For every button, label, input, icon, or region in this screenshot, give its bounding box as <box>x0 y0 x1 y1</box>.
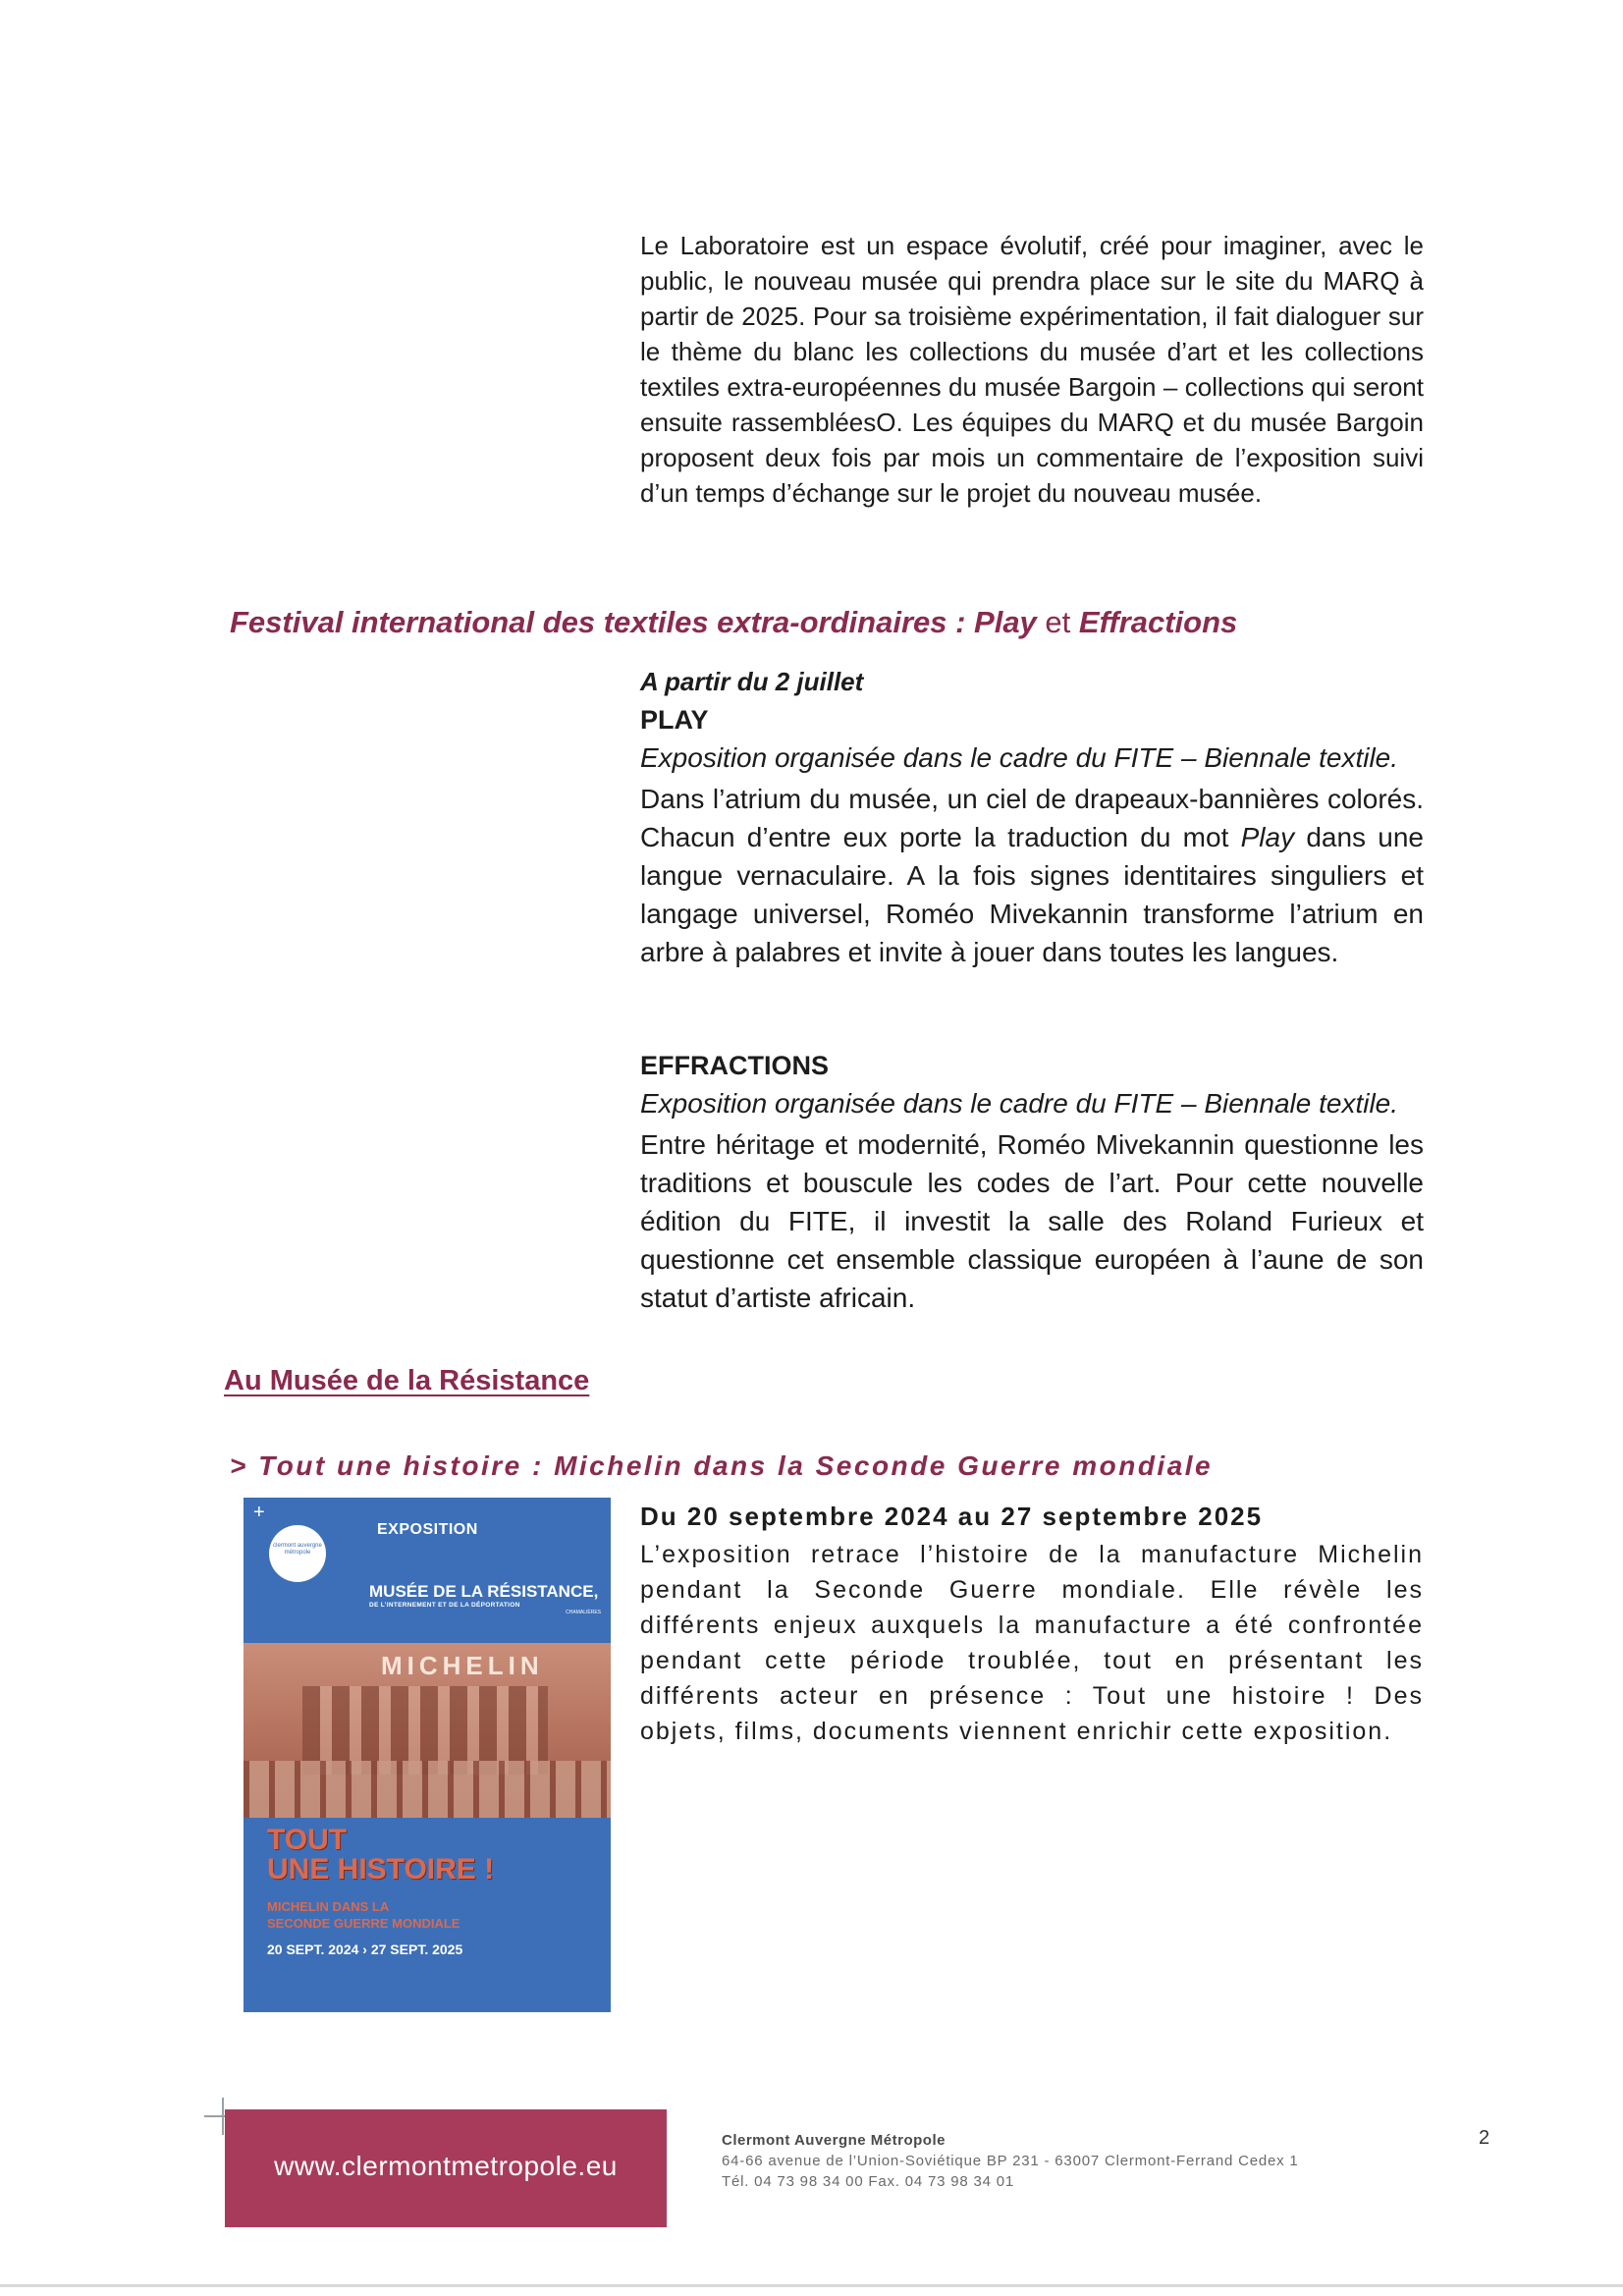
poster-subtitle-line2: SECONDE GUERRE MONDIALE <box>267 1916 460 1931</box>
play-subtitle: Exposition organisée dans le cadre du FITE – Biennale textile. <box>640 742 1399 773</box>
festival-heading-and: et <box>1036 605 1079 639</box>
festival-heading-part2: Effractions <box>1078 605 1238 639</box>
festival-heading-part1: Festival international des textiles extra-ordinaires : Play <box>230 605 1037 639</box>
poster-museum-place: CHAMALIÈRES <box>566 1610 601 1615</box>
effractions-subtitle: Exposition organisée dans le cadre du FITE – Biennale textile. <box>640 1088 1399 1119</box>
exhibition-poster <box>243 1498 611 2012</box>
poster-museum-sub: DE L’INTERNEMENT ET DE LA DÉPORTATION <box>369 1602 520 1609</box>
play-word: Play <box>1240 822 1295 852</box>
footer-url-link[interactable]: www.clermontmetropole.eu <box>274 2151 618 2181</box>
poster-title-line2: UNE HISTOIRE ! <box>267 1853 495 1886</box>
resistance-section-heading: Au Musée de la Résistance <box>224 1365 590 1396</box>
poster-photo-sign: MICHELIN <box>381 1651 544 1680</box>
poster-museum: MUSÉE DE LA RÉSISTANCE, <box>369 1582 599 1601</box>
page-number: 2 <box>1479 2127 1490 2149</box>
michelin-exhibition-heading: > Tout une histoire : Michelin dans la Seconde Guerre mondiale <box>230 1450 1214 1481</box>
michelin-dates: Du 20 septembre 2024 au 27 septembre 2025 <box>640 1502 1264 1531</box>
play-date: A partir du 2 juillet <box>640 667 864 696</box>
intro-paragraph: Le Laboratoire est un espace évolutif, créé pour imaginer, avec le public, le nouveau musée qui prendra place sur le site du MARQ à partir de 2025. Pour sa troisième expérimentation, il fait dialoguer sur le thème du blanc les collections du musée d’art et les collections textiles extra-européennes du musée Bargoin – collections qui seront ensuite rassembléesO. Les équipes du MARQ et du musée Bargoin proposent deux fois par mois un commentaire de l’exposition suivi d’un temps d’échange sur le projet du nouveau musée. <box>640 231 1424 508</box>
footer-organization: Clermont Auvergne Métropole <box>722 2132 946 2149</box>
footer-phone: Tél. 04 73 98 34 00 Fax. 04 73 98 34 01 <box>722 2173 1015 2190</box>
play-title: PLAY <box>640 705 709 735</box>
poster-label: EXPOSITION <box>377 1521 478 1538</box>
footer-address: 64-66 avenue de l’Union-Soviétique BP 231 - 63007 Clermont-Ferrand Cedex 1 <box>722 2153 1299 2169</box>
poster-date: 20 SEPT. 2024 › 27 SEPT. 2025 <box>267 1941 463 1957</box>
festival-section-heading <box>230 605 1310 640</box>
poster-title-line1: TOUT <box>267 1824 348 1856</box>
footer-banner[interactable] <box>225 2109 667 2227</box>
effractions-description: Entre héritage et modernité, Roméo Mivekannin questionne les traditions et bouscule les codes de l’art. Pour cette nouvelle édition du FITE, il investit la salle des Roland Furieux et questionne cet ensemble classique européen à l’aune de son statut d’artiste africain. <box>640 1129 1424 1313</box>
poster-photo <box>243 1643 611 1818</box>
poster-logo-text: clermont auvergne métropole <box>273 1543 322 1556</box>
poster-title <box>267 1826 494 1885</box>
effractions-title: EFFRACTIONS <box>640 1051 829 1080</box>
michelin-description: L’exposition retrace l’histoire de la manufacture Michelin pendant la Seconde Guerre mondiale. Elle révèle les différents enjeux auxquels la manufacture a été confrontée pendant cette période troublée, tout en présentant les différents acteur en présence : Tout une histoire ! Des objets, films, documents viennent enrichir cette exposition. <box>640 1541 1424 1745</box>
bottom-rule <box>0 2284 1623 2287</box>
poster-subtitle-line1: MICHELIN DANS LA <box>267 1899 390 1914</box>
poster-plus-icon: + <box>253 1502 265 1523</box>
poster-photo-ground <box>243 1761 611 1818</box>
poster-logo <box>269 1525 326 1582</box>
poster-subtitle <box>267 1898 460 1932</box>
play-description: Dans l’atrium du musée, un ciel de drapeaux-bannières colorés. Chacun d’entre eux porte la traduction du mot Play dans une langue vernaculaire. A la fois signes identitaires singuliers et langage universel, Roméo Mivekannin transforme l’atrium en arbre à palabres et invite à jouer dans toutes les langues. <box>640 784 1424 967</box>
